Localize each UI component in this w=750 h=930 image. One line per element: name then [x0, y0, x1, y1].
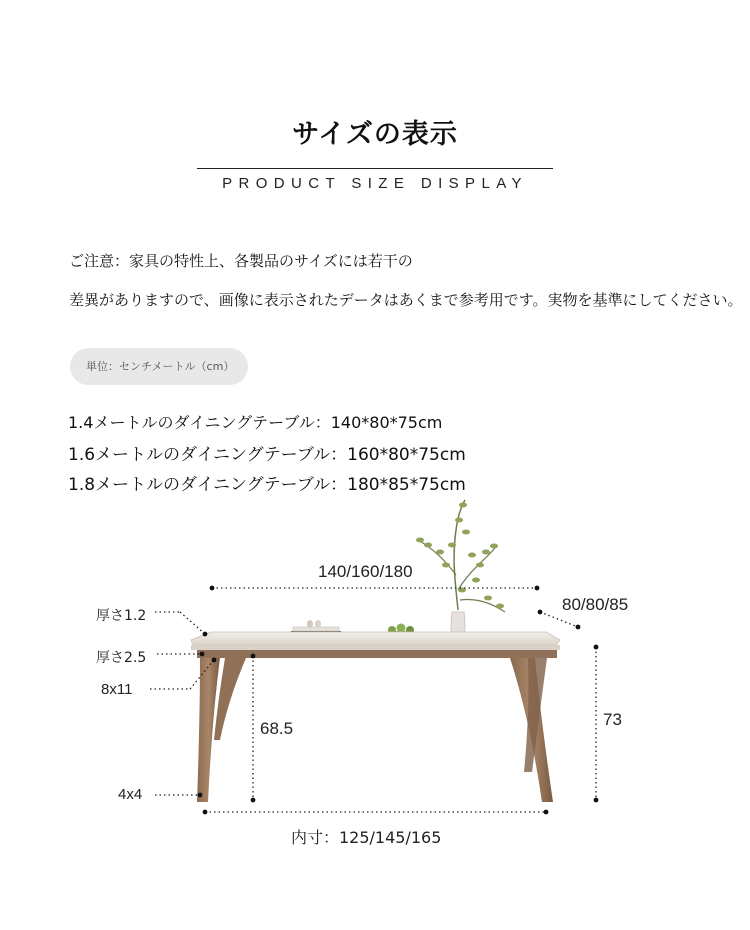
inner-length-label: 内寸：125/145/165 — [291, 828, 442, 847]
unit-badge: 単位：センチメートル（cm） — [70, 348, 248, 385]
frame-thickness-label: 厚さ2.5 — [96, 650, 147, 666]
table-legs — [197, 658, 553, 802]
length-dimension-label: 140/160/180 — [318, 562, 413, 581]
page-subtitle: PRODUCT SIZE DISPLAY — [222, 175, 528, 192]
notice-line-2: 差異がありますので、画像に表示されたデータはあくまで参考用です。実物を基準にしてください。 — [69, 291, 743, 309]
top-thickness-label: 厚さ1.2 — [96, 608, 147, 624]
height-dimension-label: 73 — [603, 710, 622, 729]
notice-line-1: ご注意：家具の特性上、各製品のサイズには若干の — [69, 252, 413, 270]
plant-decoration — [416, 500, 505, 638]
spec-line-140: 1.4メートルのダイニングテーブル：140*80*75cm — [68, 413, 443, 432]
apron-section-label: 8x11 — [101, 681, 133, 698]
table-top — [191, 632, 560, 658]
spec-line-180: 1.8メートルのダイニングテーブル：180*85*75cm — [68, 475, 466, 495]
leg-section-label: 4x4 — [118, 786, 143, 803]
page-title: サイズの表示 — [292, 119, 458, 150]
spec-line-160: 1.6メートルのダイニングテーブル：160*80*75cm — [68, 445, 466, 465]
depth-dimension-label: 80/80/85 — [562, 595, 629, 614]
leg-clearance-label: 68.5 — [260, 719, 294, 738]
